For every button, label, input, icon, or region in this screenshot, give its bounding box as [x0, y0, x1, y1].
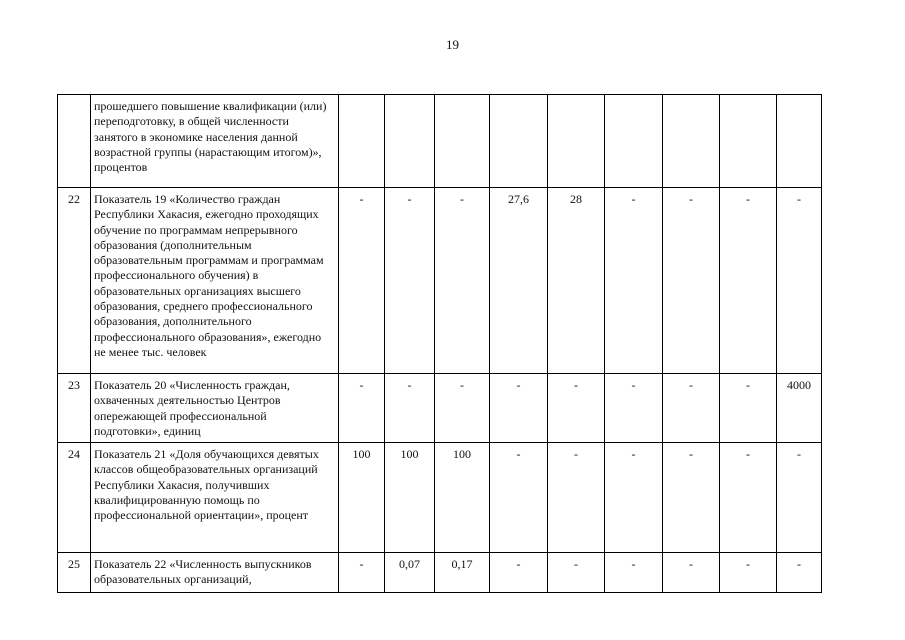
value-cell: -: [777, 553, 822, 593]
value-cell: 100: [435, 443, 490, 553]
value-cell: -: [490, 443, 548, 553]
value-cell: [385, 95, 435, 188]
value-cell: [777, 95, 822, 188]
indicator-name-cell: Показатель 20 «Численность граждан, охваченных деятельностью Центров опережающей профессиональной подготовки», единиц: [91, 374, 339, 443]
value-cell: -: [663, 374, 720, 443]
value-cell: -: [385, 188, 435, 374]
value-cell: -: [339, 188, 385, 374]
table-row: [58, 443, 822, 553]
row-number-cell: 24: [58, 443, 91, 553]
value-cell: [720, 95, 777, 188]
value-cell: -: [548, 374, 605, 443]
indicator-name-cell: Показатель 21 «Доля обучающихся девятых классов общеобразовательных организаций Республики Хакасия, получивших квалифицированную помощь по профессиональной ориентации», процент: [91, 443, 339, 553]
page-number: 19: [446, 37, 459, 52]
value-cell: -: [548, 443, 605, 553]
value-cell: -: [605, 188, 663, 374]
value-cell: -: [720, 188, 777, 374]
value-cell: [339, 95, 385, 188]
value-cell: -: [663, 443, 720, 553]
value-cell: -: [385, 374, 435, 443]
value-cell: -: [490, 374, 548, 443]
value-cell: -: [720, 443, 777, 553]
indicator-name-cell: прошедшего повышение квалификации (или) переподготовку, в общей численности занятого в экономике населения данной возрастной группы (нарастающим итогом)», процентов: [91, 95, 339, 188]
table-row: [58, 553, 822, 593]
value-cell: 0,07: [385, 553, 435, 593]
value-cell: [435, 95, 490, 188]
value-cell: [605, 95, 663, 188]
value-cell: -: [720, 374, 777, 443]
table-row: [58, 188, 822, 374]
value-cell: -: [605, 443, 663, 553]
row-number-cell: 25: [58, 553, 91, 593]
table-row: [58, 374, 822, 443]
row-number-cell: 22: [58, 188, 91, 374]
value-cell: 0,17: [435, 553, 490, 593]
value-cell: -: [435, 374, 490, 443]
value-cell: -: [720, 553, 777, 593]
value-cell: -: [339, 374, 385, 443]
value-cell: 4000: [777, 374, 822, 443]
value-cell: -: [339, 553, 385, 593]
value-cell: [490, 95, 548, 188]
value-cell: [663, 95, 720, 188]
value-cell: [548, 95, 605, 188]
row-number-cell: [58, 95, 91, 188]
value-cell: 100: [385, 443, 435, 553]
value-cell: -: [605, 553, 663, 593]
indicator-name-cell: Показатель 22 «Численность выпускников образовательных организаций,: [91, 553, 339, 593]
value-cell: -: [663, 553, 720, 593]
value-cell: 27,6: [490, 188, 548, 374]
value-cell: -: [548, 553, 605, 593]
indicator-name-cell: Показатель 19 «Количество граждан Республики Хакасия, ежегодно проходящих обучение по программам непрерывного образования (дополнительным образовательным программам и программам профессионального обучения) в образовательных организациях высшего образования, среднего профессионального образования, дополнительного профессионального образования», ежегодно не менее тыс. человек: [91, 188, 339, 374]
value-cell: 28: [548, 188, 605, 374]
value-cell: 100: [339, 443, 385, 553]
indicators-table: [57, 94, 822, 593]
value-cell: -: [605, 374, 663, 443]
table-row: [58, 95, 822, 188]
value-cell: -: [435, 188, 490, 374]
value-cell: -: [490, 553, 548, 593]
value-cell: -: [663, 188, 720, 374]
row-number-cell: 23: [58, 374, 91, 443]
value-cell: -: [777, 188, 822, 374]
value-cell: -: [777, 443, 822, 553]
